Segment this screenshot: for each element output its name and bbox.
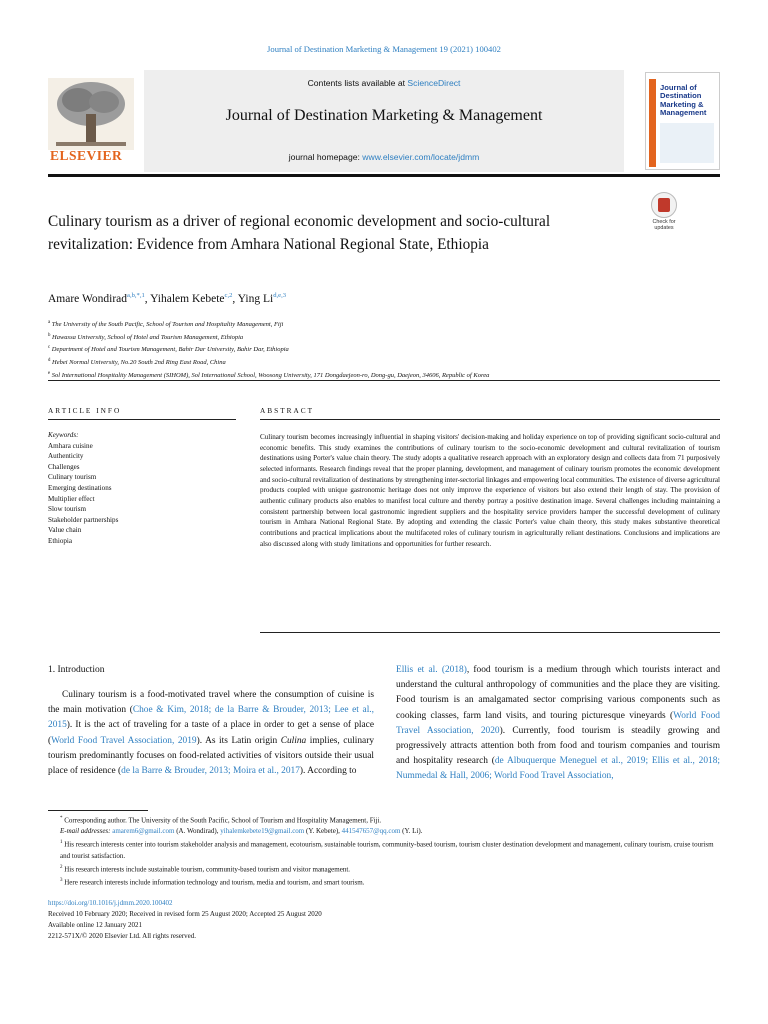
section-heading-introduction: 1. Introduction bbox=[48, 665, 105, 675]
keyword: Amhara cuisine bbox=[48, 441, 93, 450]
citation-link[interactable]: de la Barre & Brouder, 2013; Moira et al., 2017 bbox=[121, 766, 300, 777]
received-dates: Received 10 February 2020; Received in revised form 25 August 2020; Accepted 25 August 2020 bbox=[48, 910, 322, 918]
header-rule bbox=[48, 174, 720, 177]
article-info-heading: ARTICLE INFO bbox=[48, 406, 122, 415]
abstract-rule bbox=[260, 419, 720, 420]
affiliation-item: $^c$ Department of Hotel and Tourism Management, Bahir Dar University, Bahir Dar, Ethiopia bbox=[48, 345, 289, 354]
footnote-item: $^2$ His research interests include sustainable tourism, community-based tourism and visitor management. bbox=[60, 864, 351, 873]
journal-header bbox=[48, 70, 720, 172]
citation-link[interactable]: de Albuquerque Meneguel et al., 2019; Ellis et al., 2018; Nummedal & Hall, 2006; World Food Travel Association, bbox=[396, 756, 720, 782]
keyword: Multiplier effect bbox=[48, 494, 95, 503]
available-online: Available online 12 January 2021 bbox=[48, 921, 142, 929]
abstract-text: Culinary tourism becomes increasingly influential in shaping visitors' decision-making and holiday experience on top of providing significant socio-cultural and economic benefits. This study examines the contributions of culinary tourism to the socio-economic development and cultural revitalization of tourism destinations using Porter's value chain theory. The study adopts a qualitative research approach with an exploratory design and collects data from 71 purposively selected informants. Research findings reveal that the proper planning, development, and management of culinary tourism promotes the economic development and socio-cultural revitalization of destinations by strengthening inter-sectorial linkages and empowering local communities. The existence of diverse agricultural products coupled with unique gastronomic heritage does not only improve the experience of visitors but also extend their length of stay. The provision of authentic culinary products also enables to manifest local culture and thereby portray a positive destination image. Several challenges including maintaining a consistent partnership between local gastronomic ingredient suppliers and the hospitality service providers hamper the successful development of culinary tourism in Amhara National Regional State. By adopting and extending the classic Porter's value chain theory, this study makes substantive theoretical contributions and practical implications about the multifaceted roles of culinary tourism in agriculturally reliant destinations. Conclusions and implications are also discussed along with study limitations and opportunities for further research. bbox=[260, 433, 720, 548]
keyword: Authenticity bbox=[48, 452, 84, 461]
affiliation-item: $^a$ The University of the South Pacific, School of Tourism and Hospitality Management, Fiji bbox=[48, 320, 284, 329]
author-name[interactable]: Ying Li bbox=[237, 292, 274, 305]
author-affil-marks[interactable]: d,e,3 bbox=[273, 292, 287, 299]
citation-link[interactable]: Choe & Kim, 2018; de la Barre & Brouder, 2013; Lee et al., 2015 bbox=[48, 705, 374, 731]
keyword: Culinary tourism bbox=[48, 473, 97, 482]
contents-prefix: Contents lists available at bbox=[307, 78, 408, 88]
keywords-list bbox=[48, 430, 236, 547]
keywords-label: Keywords: bbox=[48, 431, 79, 439]
body-column-right: Ellis et al. (2018), food tourism is a medium through which tourists interact and understand the cultural anthropology of communities and the place they are visiting. Food tourism is an amalgamated sector comprising various components such as cooking classes, farm land visits, and touring picturesque vineyards (World Food Travel Association, 2020). Currently, food tourism is steadily growing and progressively attracts attention both from food and tourism companies and tourism and hospitality research (de Albuquerque Meneguel et al., 2019; Ellis et al., 2018; Nummedal & Hall, 2006; World Food Travel Association, bbox=[396, 665, 721, 782]
homepage-prefix: journal homepage: bbox=[288, 152, 363, 162]
keyword: Stakeholder partnerships bbox=[48, 515, 119, 524]
doi-link[interactable]: https://doi.org/10.1016/j.jdmm.2020.100402 bbox=[48, 899, 173, 907]
header-center-panel bbox=[144, 70, 624, 172]
check-for-updates-badge[interactable] bbox=[645, 192, 683, 236]
homepage-line bbox=[144, 152, 624, 162]
citation-link[interactable]: Ellis et al. (2018) bbox=[396, 665, 467, 675]
article-title: Culinary tourism as a driver of regional economic development and socio-cultural revitalization: Evidence from Amhara National Regional State, Ethiopia bbox=[48, 213, 551, 253]
affiliation-rule bbox=[48, 380, 720, 381]
keyword: Emerging destinations bbox=[48, 483, 112, 492]
homepage-link[interactable]: www.elsevier.com/locate/jdmm bbox=[362, 152, 480, 162]
footnote-item: $^3$ Here research interests include information technology and tourism, media and tourism, and smart tourism. bbox=[60, 877, 365, 887]
abstract-heading: ABSTRACT bbox=[260, 406, 315, 415]
author-name[interactable]: Amare Wondirad bbox=[48, 292, 128, 305]
citation-link[interactable]: World Food Travel Association, 2020 bbox=[396, 710, 720, 736]
affiliation-item: $^e$ Sol International Hospitality Management (SIHOM), Sol International School, Woosong University, 171 Dongdaejeon-ro, Dong-gu, Daejeon, 34606, Republic of Korea bbox=[48, 370, 490, 379]
email-link[interactable]: amarem6@gmail.com bbox=[112, 827, 175, 836]
check-updates-label: Check for updates bbox=[652, 219, 676, 232]
cover-title: Journal of Destination Marketing & Management bbox=[660, 83, 707, 118]
footnotes bbox=[48, 813, 720, 888]
affiliation-item: $^b$ Hawassa University, School of Hotel and Tourism Management, Ethiopia bbox=[48, 332, 244, 341]
author-name[interactable]: Yihalem Kebete bbox=[150, 292, 225, 305]
email-addresses: E-mail addresses: amarem6@gmail.com (A. Wondirad), yihalemkebete19@gmail.com (Y. Kebete), 441547657@qq.com (Y. Li). bbox=[60, 827, 423, 836]
contents-line bbox=[144, 78, 624, 88]
journal-reference[interactable]: Journal of Destination Marketing & Management 19 (2021) 100402 bbox=[267, 44, 501, 54]
keyword: Challenges bbox=[48, 462, 80, 471]
bookmark-icon bbox=[658, 198, 670, 212]
sciencedirect-link[interactable]: ScienceDirect bbox=[407, 78, 461, 88]
footnote-rule bbox=[48, 810, 148, 811]
journal-title: Journal of Destination Marketing & Management bbox=[225, 107, 543, 124]
corresponding-author-note: * Corresponding author. The University of the South Pacific, School of Tourism and Hospitality Management, Fiji. bbox=[60, 816, 382, 825]
body-column-left: Culinary tourism is a food-motivated travel where the consumption of cuisine is the main motivation (Choe & Kim, 2018; de la Barre & Brouder, 2013; Lee et al., 2015). It is the act of traveling for a taste of a place in order to get a sense of place (World Food Travel Association, 2019). As its Latin origin Culina implies, culinary tourism predominantly focuses on food-related activities of visitors outside their usual place of residence (de la Barre & Brouder, 2013; Moira et al., 2017). According to bbox=[48, 690, 375, 777]
author-list: Amare Wondirad$^{a,b,*,1}$, Yihalem Kebete$^{c,2}$, Ying Li$^{d,e,3}$ bbox=[48, 292, 287, 305]
keyword: Ethiopia bbox=[48, 536, 73, 545]
abstract-bottom-rule bbox=[260, 632, 720, 633]
email-link[interactable]: 441547657@qq.com bbox=[341, 827, 401, 836]
keyword: Slow tourism bbox=[48, 505, 87, 514]
footnote-item: $^1$ His research interests center into tourism stakeholder analysis and management, ecotourism, sustainable tourism, community-based tourism, tourism cluster destination development and management, culinary tourism, cruise tourism and tourist satisfaction. bbox=[60, 840, 714, 860]
keyword: Value chain bbox=[48, 526, 82, 535]
publisher-wordmark: ELSEVIER bbox=[50, 148, 123, 163]
affiliation-item: $^d$ Hebei Normal University, No.20 South 2nd Ring East Road, China bbox=[48, 357, 226, 367]
author-affil-marks[interactable]: a,b,*,1 bbox=[127, 292, 145, 299]
cover-accent-bar bbox=[649, 79, 656, 167]
journal-cover-thumbnail[interactable] bbox=[645, 72, 720, 170]
article-info-rule bbox=[48, 419, 236, 420]
affiliations bbox=[48, 318, 728, 381]
citation-link[interactable]: World Food Travel Association, 2019 bbox=[51, 735, 197, 746]
author-affil-marks[interactable]: c,2 bbox=[224, 292, 233, 299]
publication-info bbox=[48, 898, 720, 942]
cover-image-block bbox=[660, 123, 714, 163]
email-link[interactable]: yihalemkebete19@gmail.com bbox=[220, 827, 305, 836]
copyright: 2212-571X/© 2020 Elsevier Ltd. All rights reserved. bbox=[48, 932, 197, 940]
